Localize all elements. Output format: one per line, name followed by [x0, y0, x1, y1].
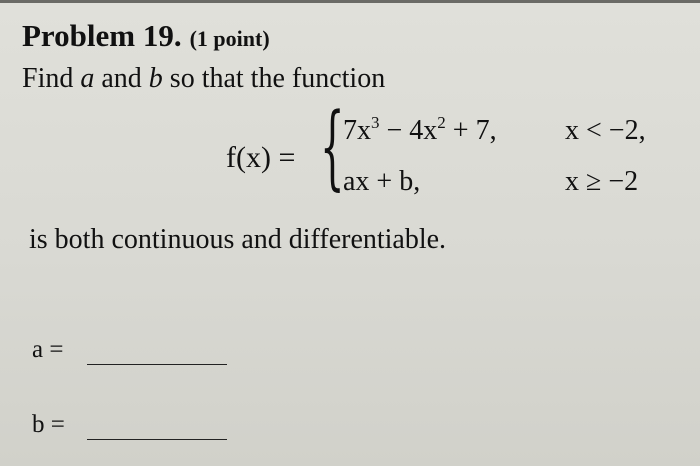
- prompt-suffix: so that the function: [162, 63, 386, 94]
- answer-b-row: [32, 411, 65, 443]
- piecewise-brace: {: [320, 93, 345, 200]
- case-1-exponent-2: 2: [437, 113, 446, 132]
- answer-b-label: b =: [32, 411, 65, 438]
- problem-title: Problem 19.: [22, 18, 182, 53]
- prompt-conjunction: and: [94, 63, 149, 94]
- function-lhs: f(x) =: [226, 141, 296, 174]
- case-1-exponent-3: 3: [371, 113, 380, 132]
- prompt-var-b: b: [148, 63, 163, 94]
- case-1-tail: + 7,: [445, 115, 497, 146]
- closing-text: is both continuous and differentiable.: [29, 224, 447, 255]
- case-2-condition: x ≥ −2: [565, 166, 639, 197]
- case-1-expression: [343, 115, 497, 147]
- problem-points: (1 point): [189, 26, 270, 51]
- answer-b-blank[interactable]: [87, 439, 227, 441]
- case-1-coef: 7x: [343, 115, 371, 146]
- case-1-middle: − 4x: [379, 115, 438, 146]
- answer-a-row: [32, 336, 63, 368]
- case-1-condition: x < −2,: [565, 115, 646, 146]
- answer-a-blank[interactable]: [87, 364, 227, 366]
- prompt-prefix: Find: [22, 63, 81, 94]
- case-2-expression: ax + b,: [343, 166, 421, 197]
- prompt-var-a: a: [80, 63, 95, 94]
- answer-a-label: a =: [32, 336, 64, 363]
